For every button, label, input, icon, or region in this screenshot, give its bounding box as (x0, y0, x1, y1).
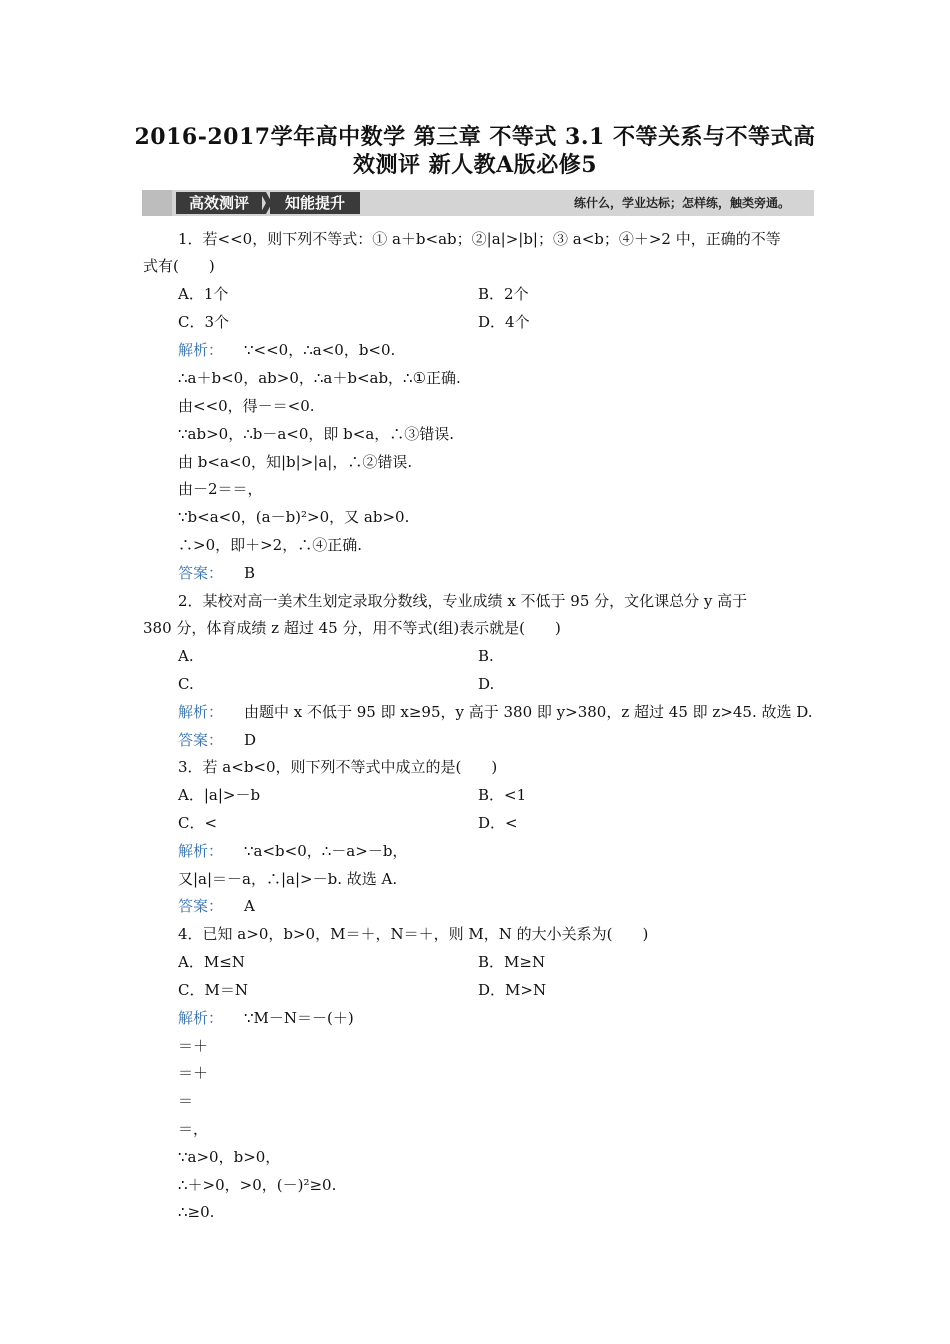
q1-option-b: B．2个 (478, 285, 529, 303)
q4-option-d: D．M>N (478, 981, 547, 999)
q4-analysis-step: ∴＋>0，>0，(－)²≥0. (178, 1176, 337, 1194)
q2-option-a: A. (178, 647, 194, 665)
banner-motto: 练什么，学业达标；怎样练，触类旁通。 (573, 196, 790, 210)
q2-option-d: D. (478, 675, 495, 693)
q1-analysis-step: ∵b<a<0，(a－b)²>0，又 ab>0. (178, 508, 410, 526)
q1-analysis-step: ∴a＋b<0，ab>0，∴a＋b<ab，∴①正确. (178, 369, 461, 387)
q4-analysis-step: ∴≥0. (178, 1203, 215, 1221)
q4-option-b: B．M≥N (478, 953, 546, 971)
banner-tag-efficient-test: 高效测评 (176, 192, 262, 214)
q2-option-b: B. (478, 647, 494, 665)
q1-answer-label: 答案： (178, 564, 224, 582)
q2-stem-line-2: 380 分，体育成绩 z 超过 45 分，用不等式(组)表示就是( ) (143, 619, 561, 637)
q1-option-d: D．4个 (478, 313, 530, 331)
q3-analysis-step: ∵a<b<0，∴－a>－b， (244, 842, 408, 860)
q3-answer-label: 答案： (178, 897, 224, 915)
q2-analysis-label: 解析： (178, 703, 224, 721)
q1-analysis-step: ∵ab>0，∴b－a<0，即 b<a，∴③错误. (178, 425, 455, 443)
q1-analysis-step: 由<<0，得－＝<0. (178, 397, 315, 415)
q1-stem-line-1: 1．若<<0，则下列不等式：① a＋b<ab；②|a|>|b|；③ a<b；④＋>2 中，正确的不等 (178, 230, 781, 248)
q3-option-b: B．<1 (478, 786, 527, 804)
q1-analysis-step: ∵<<0，∴a<0，b<0. (244, 341, 396, 359)
q4-analysis-step: ＝ (178, 1092, 194, 1110)
q1-answer: B (244, 564, 256, 582)
document-title-line-2: 效测评 新人教A版必修5 (352, 152, 598, 178)
q2-analysis-step: 由题中 x 不低于 95 即 x≥95，y 高于 380 即 y>380，z 超过 45 即 z>45. 故选 D. (244, 703, 813, 721)
q2-option-c: C. (178, 675, 194, 693)
q3-analysis-step: 又|a|＝－a，∴|a|>－b. 故选 A. (178, 870, 398, 888)
q1-analysis-step: ∴>0，即＋>2，∴④正确. (178, 536, 362, 554)
q3-option-a: A．|a|>－b (178, 786, 261, 804)
q4-analysis-step: ∵M－N＝－(＋) (244, 1009, 354, 1027)
q3-analysis-label: 解析： (178, 842, 224, 860)
q1-analysis-step: 由－2＝＝， (178, 480, 263, 498)
banner-left-block (142, 190, 172, 216)
q4-analysis-label: 解析： (178, 1009, 224, 1027)
q3-option-c: C．< (178, 814, 218, 832)
q3-answer: A (244, 897, 255, 915)
q4-stem: 4．已知 a>0，b>0，M＝＋，N＝＋，则 M，N 的大小关系为( ) (178, 925, 649, 943)
q3-stem: 3．若 a<b<0，则下列不等式中成立的是( ) (178, 758, 498, 776)
q4-analysis-step: ＝＋ (178, 1064, 209, 1082)
q2-answer-label: 答案： (178, 731, 224, 749)
banner-tag-knowledge-boost: 知能提升 (270, 192, 360, 214)
q4-analysis-step: ＝， (178, 1120, 209, 1138)
q4-analysis-step: ＝＋ (178, 1037, 209, 1055)
q1-analysis-label: 解析： (178, 341, 224, 359)
q1-option-c: C．3个 (178, 313, 230, 331)
q2-answer: D (244, 731, 257, 749)
document-title-line-1: 2016-2017学年高中数学 第三章 不等式 3.1 不等关系与不等式高 (134, 124, 816, 150)
q1-option-a: A．1个 (178, 285, 229, 303)
q4-option-c: C．M＝N (178, 981, 248, 999)
q4-analysis-step: ∵a>0，b>0， (178, 1148, 281, 1166)
section-banner (142, 190, 814, 216)
q3-option-d: D．< (478, 814, 518, 832)
q1-stem-line-2: 式有( ) (143, 257, 215, 275)
q4-option-a: A．M≤N (178, 953, 245, 971)
q2-stem-line-1: 2．某校对高一美术生划定录取分数线，专业成绩 x 不低于 95 分，文化课总分 y 高于 (178, 592, 748, 610)
q1-analysis-step: 由 b<a<0，知|b|>|a|，∴②错误. (178, 453, 413, 471)
